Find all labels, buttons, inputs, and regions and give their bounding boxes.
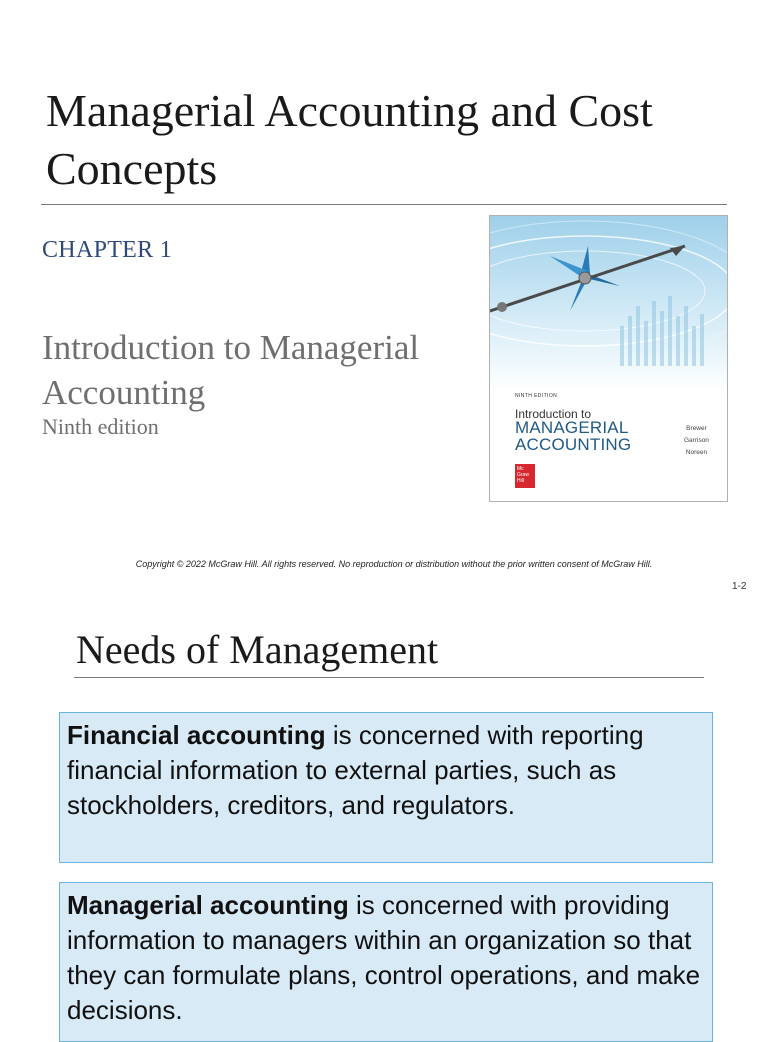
heading-divider xyxy=(74,677,704,678)
cover-intro-text: Introduction to xyxy=(515,407,592,421)
chapter-label: CHAPTER 1 xyxy=(42,237,173,263)
definition-text: is concerned with providing information to managers within an organization so that they can formulate plans, control operations, and make decisions. xyxy=(67,890,701,1025)
managerial-accounting-definition xyxy=(59,882,713,1042)
book-subtitle: Introduction to Managerial Accounting xyxy=(42,328,420,412)
definition-term: Managerial accounting xyxy=(67,890,349,920)
cover-author: Noreen xyxy=(685,449,708,456)
cover-author: Garrison xyxy=(684,437,709,444)
definition-text: is concerned with reporting financial information to external parties, such as stockholders, creditors, and regulators. xyxy=(67,720,644,820)
compass-illustration xyxy=(490,216,727,391)
edition-label: Ninth edition xyxy=(42,414,159,439)
cover-edition-label: NINTH EDITION xyxy=(515,393,558,399)
section-heading: Needs of Management xyxy=(76,627,439,672)
cover-title-line2: ACCOUNTING xyxy=(515,435,632,454)
slide-title-heading: Managerial Accounting and Cost Concepts xyxy=(46,85,653,194)
cover-title xyxy=(515,419,631,453)
cover-title-line1: MANAGERIAL xyxy=(515,418,629,437)
financial-accounting-definition xyxy=(59,712,713,863)
mcgraw-hill-logo: Mc Graw Hill xyxy=(515,464,535,488)
definition-term: Financial accounting xyxy=(67,720,326,750)
title-divider xyxy=(41,204,727,205)
cover-author: Brewer xyxy=(686,425,707,432)
cover-authors xyxy=(684,423,709,459)
page-number: 1-2 xyxy=(732,581,747,592)
copyright-notice: Copyright © 2022 McGraw Hill. All rights reserved. No reproduction or distribution without the prior written consent of McGraw Hill. xyxy=(135,559,653,569)
book-cover-image xyxy=(489,215,728,502)
